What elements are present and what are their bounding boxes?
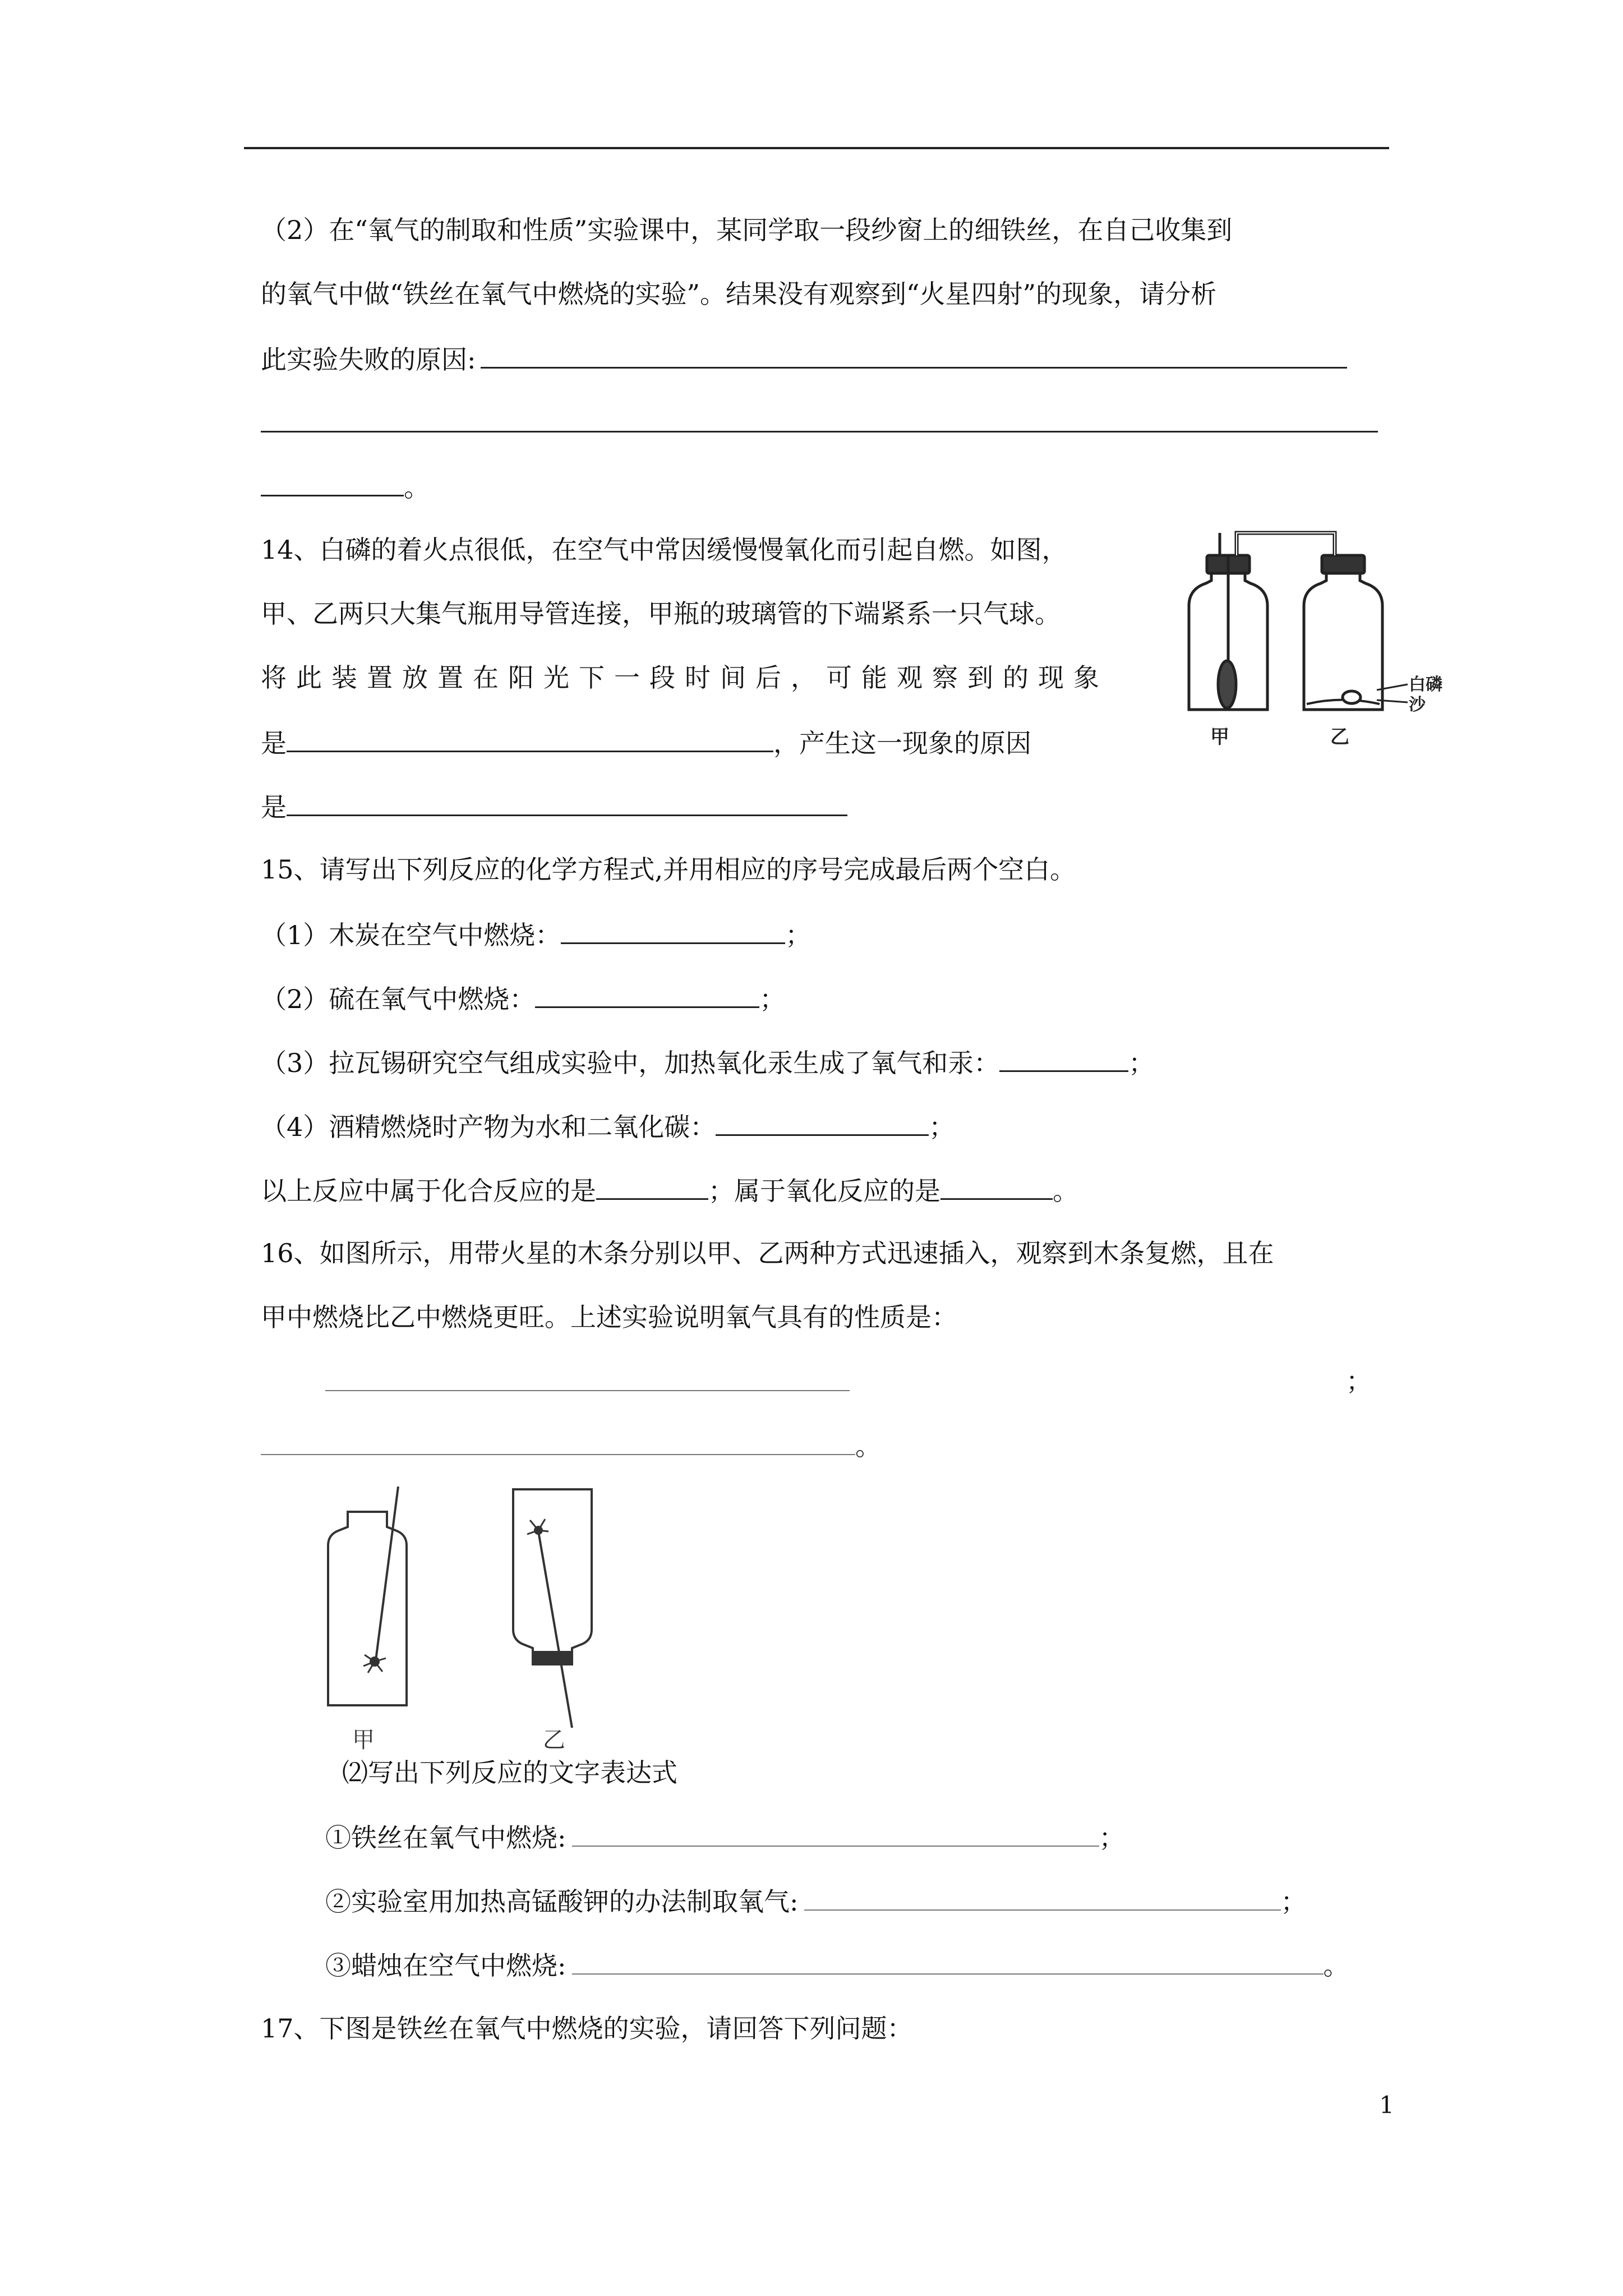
q15-item-4: [261, 1108, 955, 1144]
q15-intro: 15、请写出下列反应的化学方程式,并用相应的序号完成最后两个空白。: [261, 854, 1076, 885]
q13-answer-blank-2[interactable]: [261, 405, 1378, 432]
q16-sub-item-1-label: ①铁丝在氧气中燃烧:: [325, 1823, 566, 1853]
q16-sub-item-2-label: ②实验室用加热高锰酸钾的办法制取氧气:: [325, 1887, 799, 1917]
q15-item-2-label: （2）硫在氧气中燃烧：: [261, 984, 536, 1014]
q16-splint-figure: [314, 1481, 606, 1767]
q15-summary-a: 以上反应中属于化合反应的是: [261, 1176, 596, 1206]
q15-summary: [261, 1172, 1078, 1208]
q15-item-1: [261, 917, 811, 952]
q14-answer-blank-2[interactable]: [287, 789, 847, 816]
q14-line-5: [261, 789, 847, 824]
q15-combination-blank[interactable]: [596, 1172, 708, 1200]
q15-item-1-blank[interactable]: [561, 917, 785, 944]
q15-item-3-end: ；: [1128, 1048, 1155, 1078]
q16-sub-item-3-end: 。: [1323, 1950, 1349, 1981]
q16-sub-item-3: [325, 1948, 1349, 1982]
q15-item-3-label: （3）拉瓦锡研究空气组成实验中，加热氧化汞生成了氧气和汞：: [261, 1048, 1000, 1078]
q16-semicolon: ；: [1346, 1366, 1372, 1396]
q13-line-3-text: 此实验失败的原因:: [261, 344, 476, 375]
q13-line-5: [261, 469, 430, 504]
q14-line-4: [261, 725, 1031, 760]
q14-apparatus-figure: [1166, 522, 1447, 757]
q13-answer-blank-1[interactable]: [481, 341, 1347, 369]
q14-line-4-a: 是: [261, 728, 287, 758]
q15-item-2-blank[interactable]: [535, 981, 759, 1008]
q15-item-2: [261, 981, 785, 1016]
q16-answer-blank-2[interactable]: [261, 1428, 855, 1455]
q14-line-1: 14、白磷的着火点很低，在空气中常因缓慢慢氧化而引起自燃。如图，: [261, 535, 1068, 565]
q13-line-3: [261, 341, 1347, 376]
q15-item-1-label: （1）木炭在空气中燃烧：: [261, 920, 561, 950]
q17-line-1: 17、下图是铁丝在氧气中燃烧的实验，请回答下列问题：: [261, 2013, 913, 2044]
q13-line-1: （2）在“氧气的制取和性质”实验课中，某同学取一段纱窗上的细铁丝，在自己收集到: [261, 215, 1233, 245]
q15-oxidation-blank[interactable]: [940, 1172, 1053, 1200]
q16-sub-item-3-blank[interactable]: [572, 1948, 1324, 1975]
q16-sub-item-3-label: ③蜡烛在空气中燃烧:: [325, 1950, 566, 1981]
q15-item-2-end: ；: [759, 984, 786, 1014]
q16-blank-line-2: [261, 1428, 881, 1463]
q15-item-3: [261, 1045, 1154, 1080]
q15-item-3-blank[interactable]: [999, 1045, 1128, 1072]
q16-label-jia: 甲: [352, 1727, 375, 1753]
q15-summary-b: ；属于氧化反应的是: [708, 1176, 940, 1206]
q13-answer-blank-3[interactable]: [261, 469, 404, 496]
header-rule: [244, 147, 1389, 149]
q14-label-yi: 乙: [1330, 726, 1349, 748]
q16-sub-item-1-end: ；: [1099, 1823, 1125, 1853]
q14-line-4-b: ，产生这一现象的原因: [773, 728, 1031, 758]
q14-answer-blank-1[interactable]: [287, 725, 773, 752]
q13-end: 。: [404, 472, 430, 503]
q16-line-2: 甲中燃烧比乙中燃烧更旺。上述实验说明氧气具有的性质是：: [261, 1302, 957, 1332]
q15-item-1-end: ；: [785, 920, 811, 950]
q14-label-jia: 甲: [1210, 726, 1229, 748]
q15-summary-end: 。: [1053, 1176, 1078, 1206]
q13-line-4: [261, 405, 1378, 440]
q14-line-3: 将此装置放置在阳光下一段时间后，可能观察到的现象: [261, 662, 1109, 693]
q15-item-4-end: ；: [929, 1112, 955, 1142]
q16-label-yi: 乙: [543, 1727, 565, 1753]
q16-sub-item-1-blank[interactable]: [572, 1820, 1099, 1847]
page-number: 1: [1379, 2091, 1394, 2119]
q16-sub-item-2-end: ；: [1280, 1887, 1307, 1917]
q16-sub2-title: ⑵写出下列反应的文字表达式: [342, 1757, 677, 1788]
q14-line-2: 甲、乙两只大集气瓶用导管连接，甲瓶的玻璃管的下端紧系一只气球。: [261, 599, 1061, 629]
q14-label-bailin: 白磷: [1409, 675, 1442, 694]
q13-line-2: 的氧气中做“铁丝在氧气中燃烧的实验”。结果没有观察到“火星四射”的现象，请分析: [261, 279, 1217, 309]
q16-end: 。: [855, 1431, 881, 1461]
q15-item-4-label: （4）酒精燃烧时产物为水和二氧化碳：: [261, 1112, 716, 1142]
q16-sub-item-2: [325, 1884, 1307, 1918]
q14-label-sha: 沙: [1409, 695, 1426, 715]
q16-line-1: 16、如图所示，用带火星的木条分别以甲、乙两种方式迅速插入，观察到木条复燃，且在: [261, 1238, 1274, 1268]
q15-item-4-blank[interactable]: [716, 1108, 929, 1136]
q16-blank-line-1: [325, 1364, 850, 1399]
q16-sub-item-1: [325, 1820, 1125, 1855]
q16-sub-item-2-blank[interactable]: [804, 1884, 1281, 1911]
q16-answer-blank-1[interactable]: [325, 1364, 850, 1391]
q14-line-5-a: 是: [261, 792, 287, 822]
